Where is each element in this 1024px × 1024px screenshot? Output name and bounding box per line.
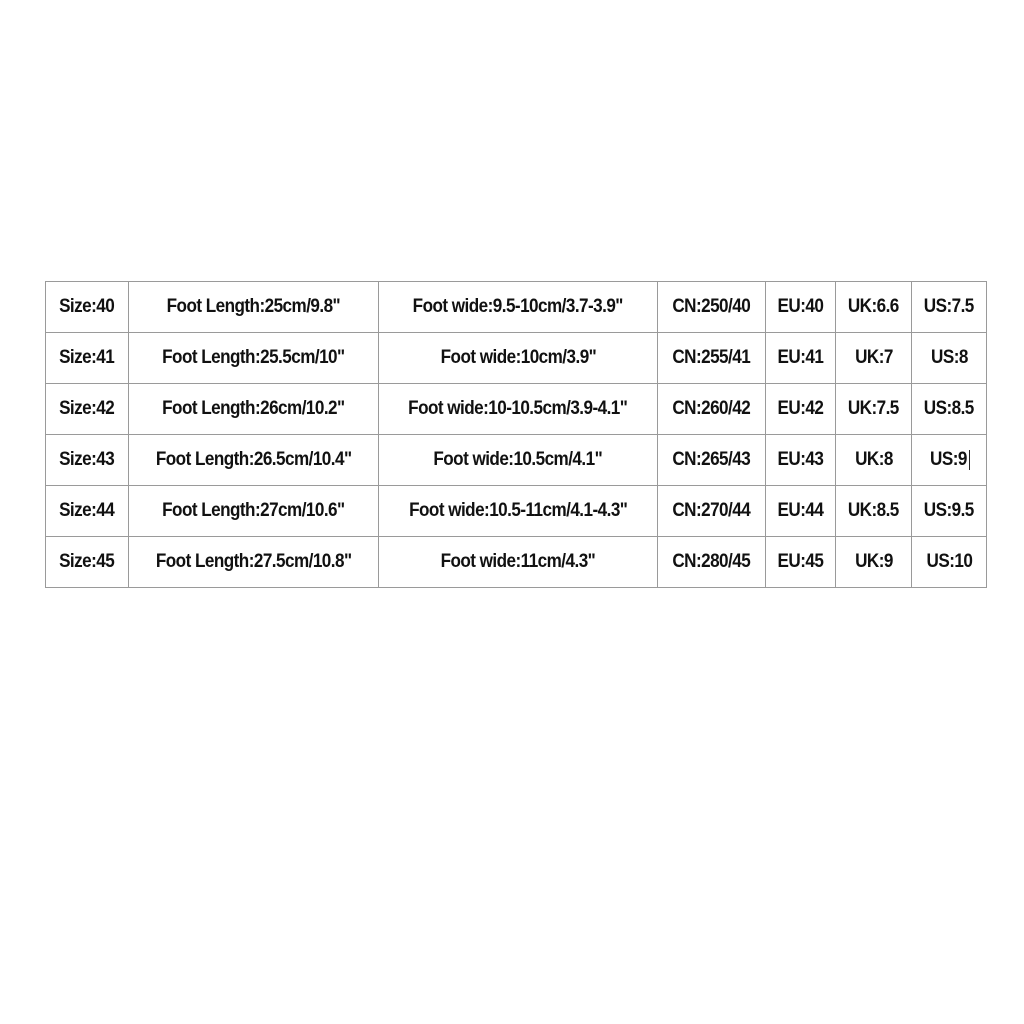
foot-wide-cell: Foot wide:10.5-11cm/4.1-4.3"	[379, 486, 658, 537]
foot-length-cell: Foot Length:26.5cm/10.4"	[129, 435, 379, 486]
cn-size-cell: CN:250/40	[658, 282, 766, 333]
foot-wide-cell: Foot wide:11cm/4.3"	[379, 537, 658, 588]
table-row	[46, 435, 987, 486]
cn-size-cell: CN:260/42	[658, 384, 766, 435]
table-row	[46, 384, 987, 435]
foot-wide-cell: Foot wide:10cm/3.9"	[379, 333, 658, 384]
size-cell: Size:43	[46, 435, 129, 486]
uk-size-cell: UK:8.5	[836, 486, 912, 537]
table-row	[46, 486, 987, 537]
foot-length-cell: Foot Length:26cm/10.2"	[129, 384, 379, 435]
cn-size-cell: CN:270/44	[658, 486, 766, 537]
eu-size-cell: EU:44	[766, 486, 836, 537]
uk-size-cell: UK:7.5	[836, 384, 912, 435]
text-cursor	[969, 450, 970, 470]
cn-size-cell: CN:280/45	[658, 537, 766, 588]
eu-size-cell: EU:40	[766, 282, 836, 333]
size-cell: Size:42	[46, 384, 129, 435]
foot-length-cell: Foot Length:27cm/10.6"	[129, 486, 379, 537]
cn-size-cell: CN:265/43	[658, 435, 766, 486]
us-size-cell: US:8.5	[912, 384, 987, 435]
uk-size-cell: UK:6.6	[836, 282, 912, 333]
us-size-cell: US:9.5	[912, 486, 987, 537]
cn-size-cell: CN:255/41	[658, 333, 766, 384]
eu-size-cell: EU:42	[766, 384, 836, 435]
uk-size-cell: UK:8	[836, 435, 912, 486]
foot-length-cell: Foot Length:25.5cm/10"	[129, 333, 379, 384]
foot-length-cell: Foot Length:25cm/9.8"	[129, 282, 379, 333]
foot-length-cell: Foot Length:27.5cm/10.8"	[129, 537, 379, 588]
table-row	[46, 282, 987, 333]
size-cell: Size:44	[46, 486, 129, 537]
us-size-cell[interactable]: US:9	[912, 435, 987, 486]
uk-size-cell: UK:9	[836, 537, 912, 588]
size-cell: Size:41	[46, 333, 129, 384]
foot-wide-cell: Foot wide:9.5-10cm/3.7-3.9"	[379, 282, 658, 333]
uk-size-cell: UK:7	[836, 333, 912, 384]
eu-size-cell: EU:45	[766, 537, 836, 588]
size-cell: Size:40	[46, 282, 129, 333]
us-size-cell: US:10	[912, 537, 987, 588]
us-size-cell: US:8	[912, 333, 987, 384]
eu-size-cell: EU:43	[766, 435, 836, 486]
us-size-cell: US:7.5	[912, 282, 987, 333]
table-row	[46, 333, 987, 384]
table-row	[46, 537, 987, 588]
size-cell: Size:45	[46, 537, 129, 588]
foot-wide-cell: Foot wide:10-10.5cm/3.9-4.1"	[379, 384, 658, 435]
size-chart-table	[45, 281, 987, 588]
eu-size-cell: EU:41	[766, 333, 836, 384]
foot-wide-cell: Foot wide:10.5cm/4.1"	[379, 435, 658, 486]
